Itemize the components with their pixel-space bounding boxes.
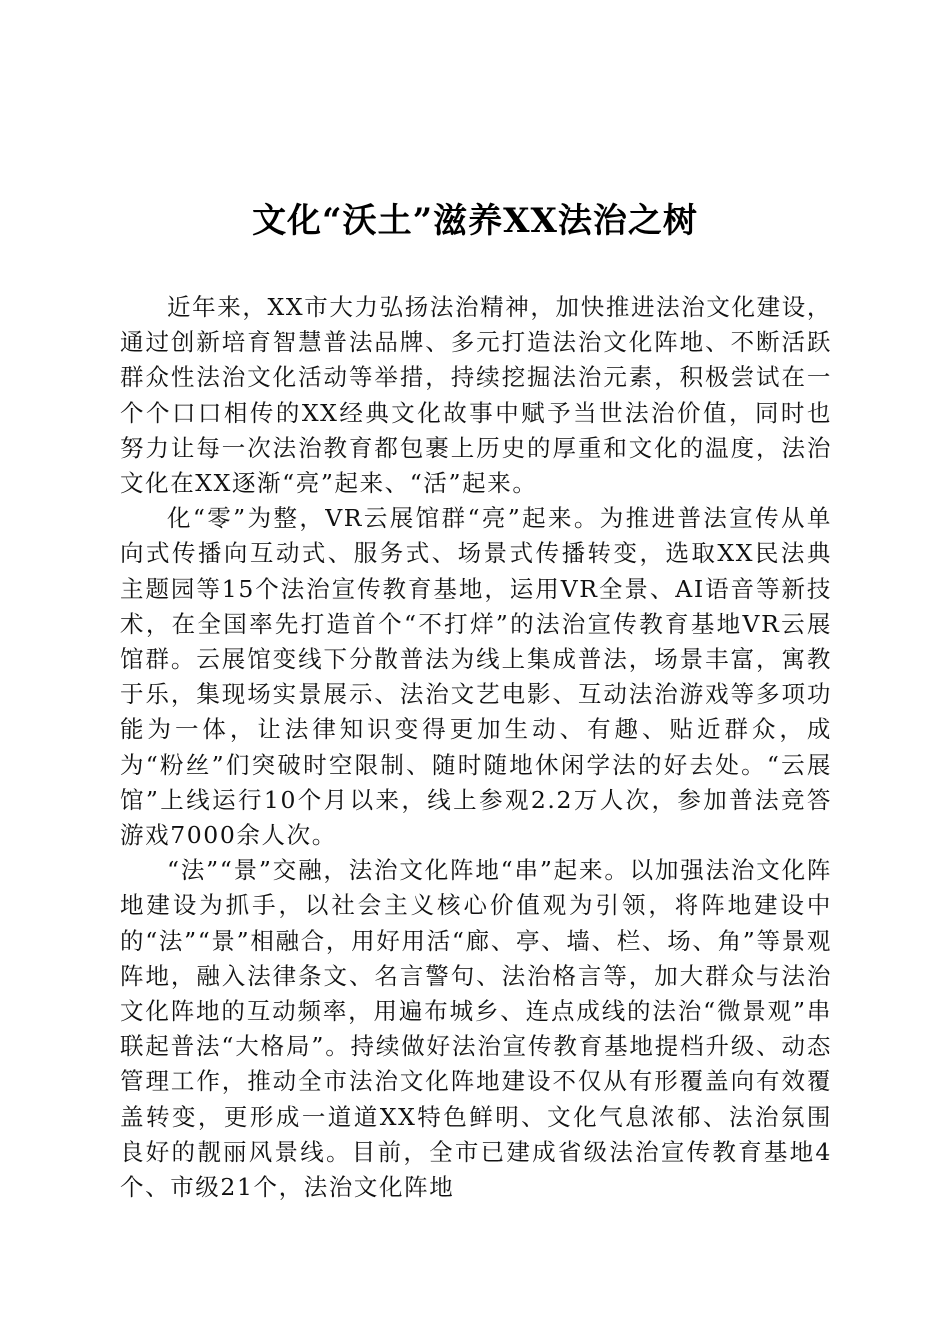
paragraph-culture-sites: “法”“景”交融，法治文化阵地“串”起来。以加强法治文化阵地建设为抓手，以社会主义核心价值观为引领，将阵地建设中的“法”“景”相融合，用好用活“廊、亭、墙、栏、场、角”等景观阵地，融入法律条文、名言警句、法治格言等，加大群众与法治文化阵地的互动频率，用遍布城乡、连点成线的法治“微景观”串联起普法“大格局”。持续做好法治宣传教育基地提档升级、动态管理工作，推动全市法治文化阵地建设不仅从有形覆盖向有效覆盖转变，更形成一道道XX特色鲜明、文化气息浓郁、法治氛围良好的靓丽风景线。目前，全市已建成省级法治宣传教育基地4个、市级21个，法治文化阵地 bbox=[120, 856, 832, 1202]
paragraph-vr-exhibition: 化“零”为整，VR云展馆群“亮”起来。为推进普法宣传从单向式传播向互动式、服务式、场景式传播转变，选取XX民法典主题园等15个法治宣传教育基地，运用VR全景、AI语音等新技术，在全国率先打造首个“不打烊”的法治宣传教育基地VR云展馆群。云展馆变线下分散普法为线上集成普法，场景丰富，寓教于乐，集现场实景展示、法治文艺电影、互动法治游戏等多项功能为一体，让法律知识变得更加生动、有趣、贴近群众，成为“粉丝”们突破时空限制、随时随地休闲学法的好去处。“云展馆”上线运行10个月以来，线上参观2.2万人次，参加普法竞答游戏7000余人次。 bbox=[120, 504, 832, 850]
paragraph-intro: 近年来，XX市大力弘扬法治精神，加快推进法治文化建设，通过创新培育智慧普法品牌、多元打造法治文化阵地、不断活跃群众性法治文化活动等举措，持续挖掘法治元素，积极尝试在一个个口口相传的XX经典文化故事中赋予当世法治价值，同时也努力让每一次法治教育都包裹上历史的厚重和文化的温度，法治文化在XX逐渐“亮”起来、“活”起来。 bbox=[120, 293, 832, 498]
document-title: 文化“沃土”滋养XX法治之树 bbox=[252, 201, 698, 241]
document-body bbox=[120, 290, 832, 1205]
